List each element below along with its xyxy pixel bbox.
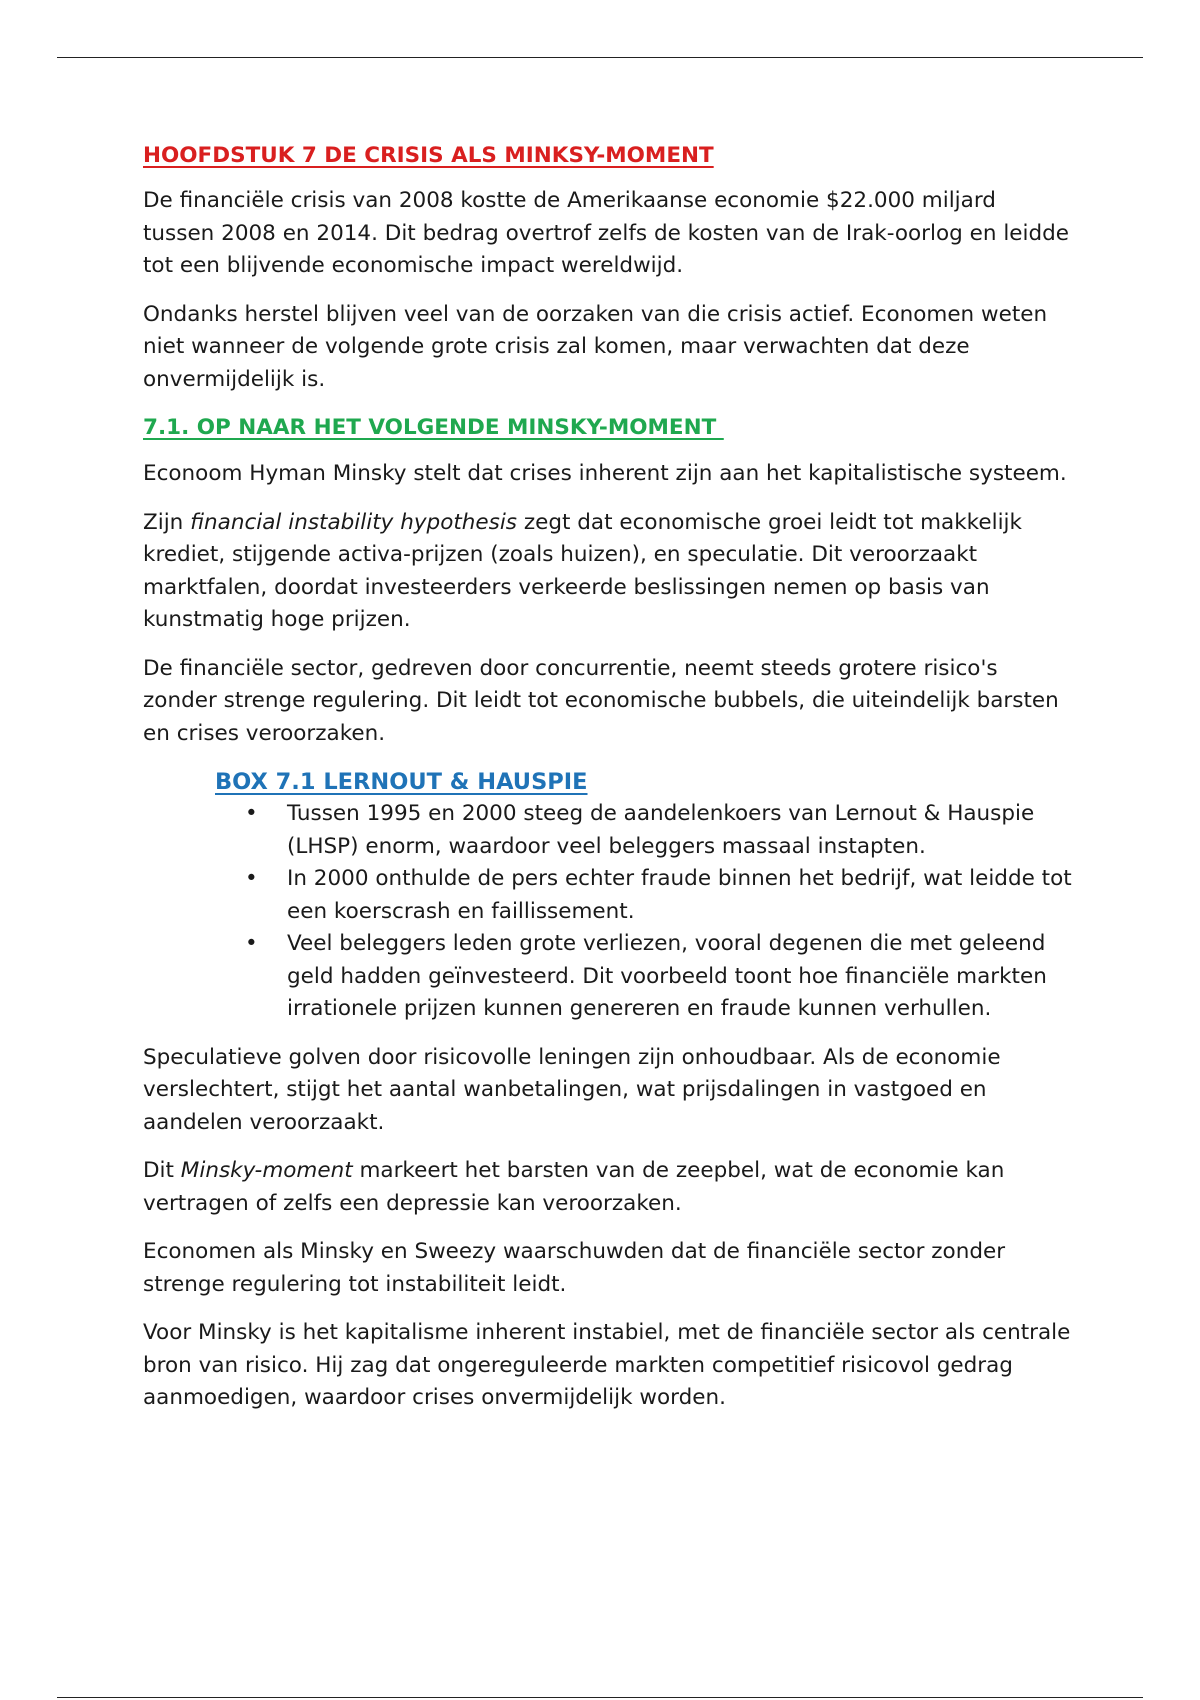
header-rule: [57, 57, 1143, 58]
list-item: [215, 863, 1073, 928]
emphasis-term: Minsky-moment: [180, 1158, 353, 1183]
list-item: [215, 928, 1073, 1026]
box-bullet-list: [215, 798, 1073, 1026]
box-title: BOX 7.1 LERNOUT & HAUSPIE: [215, 769, 588, 795]
list-item: [215, 798, 1073, 863]
text-run: markeert het barsten van de zeepbel, wat de economie kan vertragen of zelfs een depressie kan veroorzaken.: [143, 1158, 1005, 1216]
text-run: zegt dat economische groei leidt tot makkelijk krediet, stijgende activa-prijzen (zoals huizen), en speculatie. Dit veroorzaakt marktfalen, doordat investeerders verkeerde beslissingen nemen op basis van kunstmatig hoge prijzen.: [143, 509, 1022, 632]
list-item-text: Veel beleggers leden grote verliezen, vooral degenen die met geleend geld hadden geïnvesteerd. Dit voorbeeld toont hoe financiële markten irrationele prijzen kunnen genereren en fraude kunnen verhullen.: [287, 931, 1047, 1021]
paragraph: Econoom Hyman Minsky stelt dat crises inherent zijn aan het kapitalistische systeem.: [143, 461, 1067, 486]
footer-rule: [57, 1697, 1143, 1698]
list-item-text: Tussen 1995 en 2000 steeg de aandelenkoers van Lernout & Hauspie (LHSP) enorm, waardoor veel beleggers massaal instapten.: [287, 801, 1035, 859]
bullet-icon: •: [245, 931, 258, 956]
hypothesis-paragraph: [143, 507, 1073, 637]
intro-paragraph: De financiële crisis van 2008 kostte de Amerikaanse economie $22.000 miljard tussen 2008 en 2014. Dit bedrag overtrof zelfs de kosten van de Irak-oorlog en leidde tot een blijvende economische impact wereldwijd.: [143, 188, 1070, 278]
list-item-text: In 2000 onthulde de pers echter fraude binnen het bedrijf, wat leidde tot een koerscrash en faillissement.: [287, 866, 1072, 924]
section-title: 7.1. OP NAAR HET VOLGENDE MINSKY-MOMENT: [143, 415, 724, 440]
text-run: Zijn: [143, 509, 191, 535]
intro-paragraph: Ondanks herstel blijven veel van de oorzaken van die crisis actief. Economen weten niet wanneer de volgende grote crisis zal komen, maar verwachten dat deze onvermijdelijk is.: [143, 301, 1048, 392]
minsky-moment-paragraph: [143, 1155, 1073, 1220]
bullet-icon: •: [245, 866, 258, 891]
emphasis-term: financial instability hypothesis: [190, 509, 518, 535]
text-run: Dit: [143, 1158, 181, 1183]
bullet-icon: •: [245, 801, 258, 826]
paragraph: Speculatieve golven door risicovolle leningen zijn onhoudbaar. Als de economie verslechtert, stijgt het aantal wanbetalingen, wat prijsdalingen in vastgoed en aandelen veroorzaakt.: [143, 1044, 1001, 1135]
chapter-title: HOOFDSTUK 7 DE CRISIS ALS MINKSY-MOMENT: [143, 143, 714, 168]
paragraph: Voor Minsky is het kapitalisme inherent instabiel, met de financiële sector als centrale bron van risico. Hij zag dat ongereguleerde markten competitief risicovol gedrag aanmoedigen, waardoor crises onvermijdelijk worden.: [143, 1320, 1071, 1410]
paragraph: De financiële sector, gedreven door concurrentie, neemt steeds grotere risico's zonder strenge regulering. Dit leidt tot economische bubbels, die uiteindelijk barsten en crises veroorzaken.: [143, 655, 1059, 746]
document-body: [143, 140, 1073, 1431]
box-lernout-hauspie: [215, 766, 1073, 1026]
paragraph: Economen als Minsky en Sweezy waarschuwden dat de financiële sector zonder strenge regulering tot instabiliteit leidt.: [143, 1239, 1006, 1297]
